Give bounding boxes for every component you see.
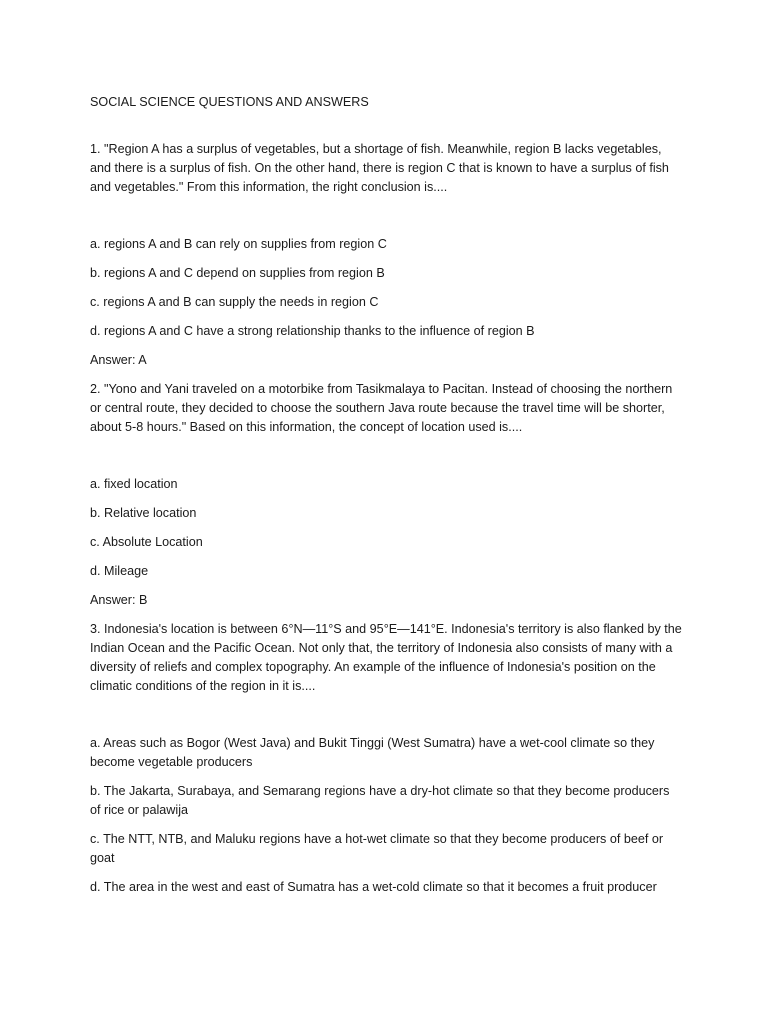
question-1-option-b: b. regions A and C depend on supplies from region B bbox=[90, 266, 385, 280]
question-3-option-b: b. The Jakarta, Surabaya, and Semarang regions have a dry-hot climate so that they become producers of rice or palawija bbox=[90, 784, 670, 817]
question-2-option-d: d. Mileage bbox=[90, 564, 149, 578]
document-content bbox=[90, 93, 682, 907]
question-1-text: 1. "Region A has a surplus of vegetables, but a shortage of fish. Meanwhile, region B lacks vegetables, and there is a surplus of fish. On the other hand, there is region C that is known to have a surplus of fish and vegetables." From this information, the right conclusion is.... bbox=[90, 142, 669, 194]
question-3-text: 3. Indonesia's location is between 6°N—11°S and 95°E—141°E. Indonesia's territory is also flanked by the Indian Ocean and the Pacific Ocean. Not only that, the territory of Indonesia also consists of many with a diversity of reliefs and complex topography. An example of the influence of Indonesia's position on the climatic conditions of the region in it is.... bbox=[90, 622, 682, 693]
document-title: SOCIAL SCIENCE QUESTIONS AND ANSWERS bbox=[90, 95, 369, 109]
question-1-option-a: a. regions A and B can rely on supplies from region C bbox=[90, 237, 387, 251]
question-2-option-b: b. Relative location bbox=[90, 506, 197, 520]
question-3-option-c: c. The NTT, NTB, and Maluku regions have a hot-wet climate so that they become producers of beef or goat bbox=[90, 832, 664, 865]
question-2-answer: Answer: B bbox=[90, 593, 148, 607]
question-1-option-d: d. regions A and C have a strong relationship thanks to the influence of region B bbox=[90, 324, 535, 338]
question-2-option-a: a. fixed location bbox=[90, 477, 178, 491]
question-1-option-c: c. regions A and B can supply the needs in region C bbox=[90, 295, 379, 309]
question-3-option-d: d. The area in the west and east of Sumatra has a wet-cold climate so that it becomes a fruit producer bbox=[90, 880, 657, 894]
question-3-option-a: a. Areas such as Bogor (West Java) and Bukit Tinggi (West Sumatra) have a wet-cool climate so they become vegetable producers bbox=[90, 736, 655, 769]
question-2-text: 2. "Yono and Yani traveled on a motorbike from Tasikmalaya to Pacitan. Instead of choosing the northern or central route, they decided to choose the southern Java route because the travel time will be shorter, about 5-8 hours." Based on this information, the concept of location used is.... bbox=[90, 382, 673, 434]
question-1-answer: Answer: A bbox=[90, 353, 147, 367]
question-2-option-c: c. Absolute Location bbox=[90, 535, 203, 549]
